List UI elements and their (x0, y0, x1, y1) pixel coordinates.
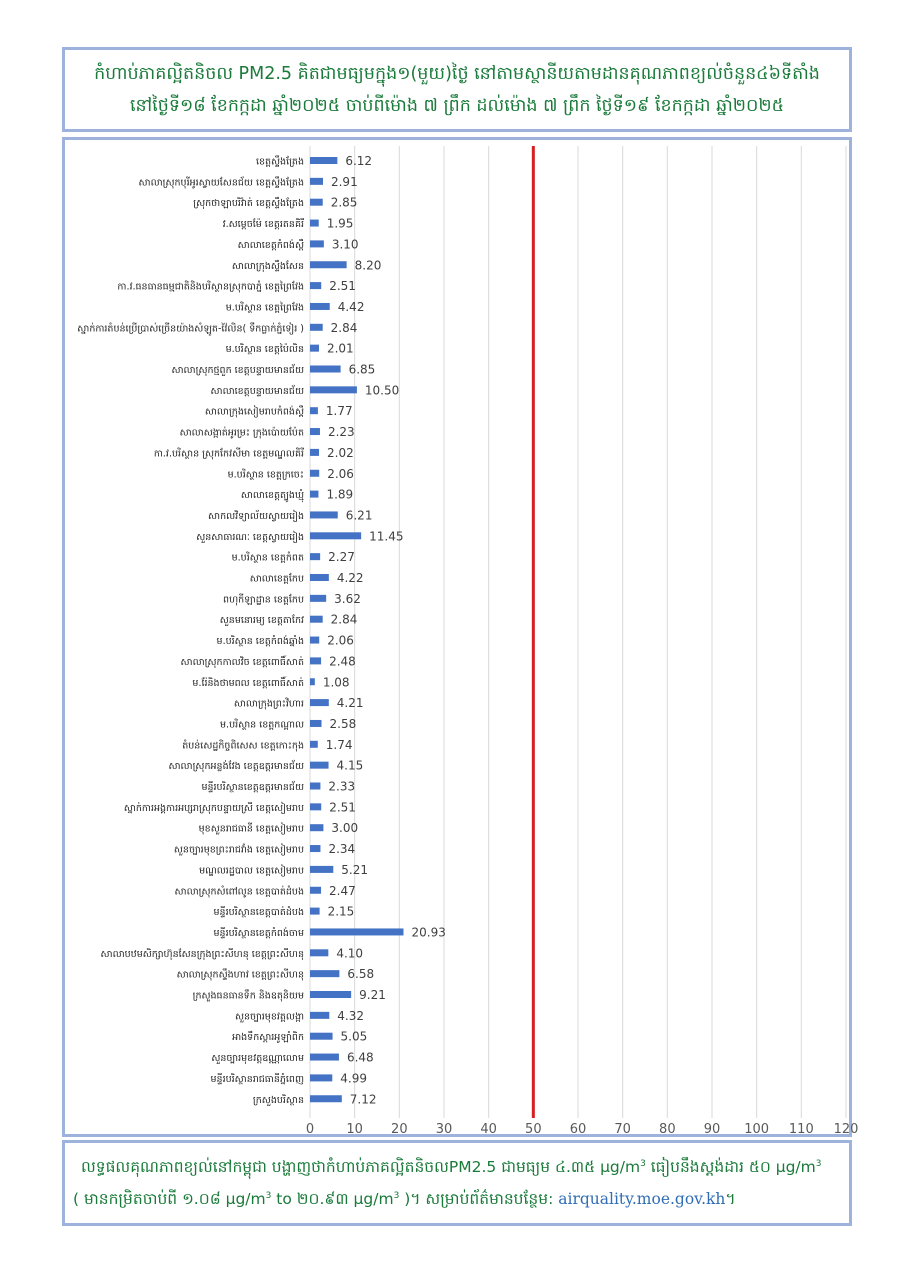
category-label: សាលាបឋមសិក្សាហ៊ុនសែនក្រុងព្រះសីហនុ ខេត្តព្រះសីហនុ (100, 948, 304, 960)
value-label: 7.12 (349, 1092, 377, 1107)
category-label: សាលាខេត្តកែប (249, 573, 304, 585)
category-label: ក្រសួងបរិស្ថាន (252, 1094, 304, 1106)
x-tick-label: 120 (833, 1122, 859, 1137)
category-label: អាងទឹកស្តារអូឡាំពិក (232, 1032, 304, 1044)
category-label: ស្នាក់ការតំបន់ប្រើប្រាស់ច្រើនយ៉ាងសំឡូត-វ៉ៃលិន( ទឹកធ្លាក់ភ្នំទៀរ ) (77, 323, 304, 335)
pm25-bar-chart (65, 140, 859, 1137)
bar (310, 1012, 329, 1019)
category-label: សួនច្បារមុខវត្តឧណ្ណាលោម (211, 1053, 304, 1065)
value-label: 2.06 (327, 633, 354, 648)
value-label: 11.45 (369, 529, 404, 544)
value-label: 3.10 (331, 237, 359, 252)
bar (310, 616, 323, 623)
category-label: សាលាក្រុងព្រះវិហារ (233, 698, 304, 710)
footer-end: ។ (725, 1190, 736, 1208)
footer-sup: 3 (393, 1190, 400, 1201)
value-label: 2.51 (329, 800, 356, 815)
value-label: 1.77 (325, 404, 353, 419)
value-label: 2.84 (330, 612, 358, 627)
x-tick-label: 0 (305, 1122, 315, 1137)
value-label: 1.89 (326, 487, 354, 502)
x-tick-label: 110 (788, 1122, 814, 1137)
value-label: 2.48 (329, 654, 356, 669)
category-label: សាលាខេត្តបន្ទាយមានជ័យ (210, 385, 304, 397)
value-label: 10.50 (364, 383, 400, 398)
value-label: 2.27 (328, 550, 355, 565)
value-label: 5.05 (340, 1029, 368, 1044)
category-label: កា.វ.ធនធានធម្មជាតិនិងបរិស្ថានស្រុកបាភ្នំ ខេត្តព្រៃវែង (117, 281, 304, 293)
bar (310, 887, 321, 894)
x-tick-label: 30 (435, 1122, 453, 1137)
value-label: 2.23 (327, 425, 355, 440)
category-label: មន្ទីរបរិស្ថានខេត្តកំពង់ចាម (213, 927, 304, 939)
value-label: 4.10 (336, 946, 364, 961)
value-label: 1.95 (326, 216, 354, 231)
category-label: ម.បរិស្ថាន ខេត្តប៉ៃលិន (225, 344, 304, 356)
value-label: 6.48 (346, 1050, 374, 1065)
category-label: សាលាស្រុកសំពៅលូន ខេត្តបាត់ដំបង (174, 886, 304, 898)
footer-more-info: )។ សម្រាប់ព័ត៌មានបន្ថែម: (399, 1190, 559, 1208)
category-label: ម.បរិស្ថាន ខេត្តកណ្តាល (220, 719, 304, 731)
bar (310, 324, 323, 331)
value-label: 4.15 (336, 758, 364, 773)
bar (310, 720, 322, 727)
footer-line-2 (73, 1189, 839, 1212)
x-tick-label: 90 (703, 1122, 721, 1137)
category-label: ស្រុកថាឡាបរិវ៉ាត់ ខេត្តស្ទឹងត្រែង (193, 198, 304, 210)
value-label: 2.91 (330, 174, 358, 189)
bar (310, 428, 320, 435)
value-label: 8.20 (354, 258, 382, 273)
bar (310, 574, 329, 581)
category-label: មុខសួនរាជធានី ខេត្តសៀមរាប (198, 823, 304, 835)
category-label: ក្រសួងធនធានទឹក និងឧតុនិយម (192, 990, 304, 1002)
footer-box (62, 1140, 852, 1226)
value-label: 2.02 (327, 445, 354, 460)
category-label: ពហុកីឡាដ្ឋាន ខេត្តកែប (223, 594, 304, 606)
bar (310, 949, 328, 956)
footer-line-1 (81, 1157, 839, 1180)
bar (310, 783, 320, 790)
value-label: 6.21 (345, 508, 373, 523)
bar (310, 240, 324, 247)
bar (310, 491, 318, 498)
chart-title-line-1: កំហាប់ភាគល្អិតនិចល PM2.5 គិតជាមធ្យមក្នុង១(មួយ)ថ្ងៃ នៅតាមស្ថានីយតាមដានគុណភាពខ្យល់ចំនួន៤៦ទីតាំង (94, 64, 820, 84)
bar (310, 345, 319, 352)
value-label: 9.21 (359, 988, 386, 1002)
category-label: សាលាស្រុកបុរីអូរស្វាយសែនជ័យ ខេត្តស្ទឹងត្រែង (138, 177, 304, 189)
category-label: សាលាខេត្តត្បូងឃ្មុំ (240, 490, 304, 502)
value-label: 6.12 (345, 154, 373, 168)
value-label: 2.34 (328, 842, 356, 857)
x-tick-label: 40 (480, 1122, 497, 1137)
footer-sup: 3 (640, 1158, 646, 1169)
bar (310, 386, 357, 393)
bar (310, 908, 320, 915)
bar (310, 553, 320, 560)
chart-title-line-2: នៅថ្ងៃទី១៨ ខែកក្កដា ឆ្នាំ២០២៥ ចាប់ពីម៉ោង ៧ ព្រឹក ដល់ម៉ោង ៧ ព្រឹក ថ្ងៃទី១៩ ខែកក្កដា ឆ្នាំ២០២៥ (129, 96, 785, 116)
category-label: សួនមនោរម្យ ខេត្តតាកែវ (219, 615, 304, 627)
value-label: 2.84 (330, 320, 358, 335)
bar (310, 866, 333, 873)
value-label: 2.51 (329, 279, 356, 294)
footer-sup: 3 (815, 1158, 822, 1169)
category-label: ម.រ៉ែនិងថាមពល ខេត្តពោធិ៍សាត់ (192, 677, 304, 689)
value-label: 6.85 (348, 362, 376, 377)
category-label: សាលាក្រុងសៀមរាបកំពង់ស្ពឺ (204, 406, 304, 418)
value-label: 1.08 (322, 675, 350, 690)
x-tick-label: 50 (525, 1122, 542, 1137)
footer-summary-text: លទ្ធផលគុណភាពខ្យល់នៅកម្ពុជា បង្ហាញថាកំហាប់ភាគល្អិតនិចលPM2.5 ជាមធ្យម ៤.៣៥ μg/m (81, 1158, 641, 1176)
bar (310, 407, 318, 414)
value-label: 4.22 (336, 571, 364, 585)
value-label: 20.93 (411, 925, 446, 940)
bar (310, 678, 315, 685)
category-label: សួនច្បារមុខព្រះរាជវាំង ខេត្តសៀមរាប (173, 844, 304, 856)
bar (310, 282, 321, 289)
category-label: សាលាសង្កាត់អូរម្រះ ក្រុងប៉ោយប៉ែត (179, 427, 304, 439)
x-tick-label: 60 (569, 1122, 587, 1137)
bar (310, 511, 338, 518)
bar (310, 1033, 333, 1040)
value-label: 2.15 (327, 904, 355, 919)
bar (310, 970, 339, 977)
value-label: 3.62 (334, 591, 361, 606)
bar (310, 261, 347, 268)
x-tick-label: 70 (614, 1122, 631, 1137)
bar (310, 741, 318, 748)
title-box (62, 47, 852, 132)
category-label: វ.សម្តេចម៉ែ ខេត្តរតនគិរី (222, 219, 304, 231)
bar (310, 824, 323, 831)
category-label: មន្ទីរបរិស្ថានរាជធានីភ្នំពេញ (210, 1073, 304, 1085)
category-label: សាលាខេត្តកំពង់ស្ពឺ (237, 239, 304, 251)
bar (310, 532, 361, 539)
footer-range-to: to ២០.៩៣ μg/m (271, 1190, 394, 1208)
bar (310, 449, 319, 456)
category-label: សួនសាធារណៈ ខេត្តស្វាយរៀង (196, 531, 304, 543)
x-tick-label: 20 (391, 1122, 408, 1137)
category-label: ម.បរិស្ថាន ខេត្តក្រចេះ (227, 469, 304, 481)
value-label: 4.42 (337, 299, 365, 314)
value-label: 2.47 (329, 883, 356, 898)
value-label: 5.21 (341, 862, 368, 877)
category-label: សាលាស្រុកស្ទឹងហាវ ខេត្តព្រះសីហនុ (176, 969, 304, 981)
category-label: ម.បរិស្ថាន ខេត្តកំពង់ឆ្នាំង (216, 636, 304, 648)
category-label: ម.បរិស្ថាន ខេត្តព្រៃវែង (225, 302, 304, 314)
bar (310, 845, 320, 852)
bar (310, 470, 319, 477)
chart-box (62, 137, 859, 1137)
category-label: ខេត្តស្ទឹងត្រែង (255, 156, 304, 168)
footer-standard-text: ធៀបនឹងស្តង់ដារ ៥០ μg/m (645, 1158, 816, 1176)
value-label: 2.58 (329, 716, 357, 731)
bar (310, 803, 321, 810)
airquality-link[interactable]: airquality.moe.gov.kh (558, 1190, 726, 1208)
value-label: 2.33 (328, 779, 356, 794)
x-tick-label: 10 (346, 1122, 363, 1137)
value-label: 4.32 (337, 1008, 365, 1023)
value-label: 3.00 (331, 821, 359, 836)
category-label: សាលាក្រុងស្ទឹងសែន (231, 260, 304, 272)
bar (310, 303, 330, 310)
footer-range-text: ( មានកម្រិតចាប់ពី ១.០៨ μg/m (73, 1190, 266, 1208)
category-label: សួនច្បារមុខវត្តលង្កា (234, 1011, 304, 1023)
bar (310, 220, 319, 227)
value-label: 6.58 (347, 967, 375, 982)
value-label: 1.74 (325, 737, 353, 752)
category-label: កា.វ.បរិស្ថាន ស្រុកកែវសីមា ខេត្តមណ្ឌលគិរី (153, 448, 304, 460)
category-label: មន្ទីរបរិស្ថានខេត្តបាត់ដំបង (213, 907, 304, 919)
bar (310, 157, 337, 164)
bar (310, 595, 326, 602)
bar (310, 657, 321, 664)
bar (310, 699, 329, 706)
value-label: 4.21 (336, 696, 364, 711)
bar (310, 928, 403, 935)
category-label: សាកលវិទ្យាល័យស្វាយរៀង (208, 510, 304, 522)
category-label: សាលាស្រុកអន្លង់វែង ខេត្តឧត្តរមានជ័យ (168, 761, 304, 773)
bar (310, 1054, 339, 1061)
category-label: សាលាស្រុកកាលវិច ខេត្តពោធិ៍សាត់ (180, 656, 304, 668)
value-label: 2.01 (326, 341, 354, 356)
x-tick-label: 100 (744, 1122, 770, 1137)
category-label: តំបន់សេដ្ឋកិច្ចពិសេស ខេត្តកោះកុង (182, 740, 304, 752)
category-label: ម.បរិស្ថាន ខេត្តកំពត (231, 552, 304, 564)
bar (310, 1074, 332, 1081)
value-label: 2.06 (327, 466, 354, 481)
bar (310, 637, 319, 644)
category-label: សាលាស្រុកថ្មពួក ខេត្តបន្ទាយមានជ័យ (171, 365, 304, 376)
bar (310, 991, 351, 998)
bar (310, 199, 323, 206)
value-label: 4.99 (340, 1071, 368, 1086)
bar (310, 178, 323, 185)
category-label: មន្ទីរបរិស្ថានខេត្តឧត្តរមានជ័យ (201, 782, 304, 793)
x-tick-label: 80 (659, 1122, 676, 1137)
bar (310, 1095, 342, 1102)
value-label: 2.85 (330, 195, 358, 210)
bar (310, 762, 329, 769)
category-label: មណ្ឌលរដ្ឋបាល ខេត្តសៀមរាប (199, 865, 304, 877)
bar (310, 366, 341, 373)
category-label: ស្នាក់ការអង្គការអប្សរាស្រុកបន្ទាយស្រី ខេត្តសៀមរាប (123, 802, 304, 814)
footer-sup: 3 (265, 1190, 272, 1201)
